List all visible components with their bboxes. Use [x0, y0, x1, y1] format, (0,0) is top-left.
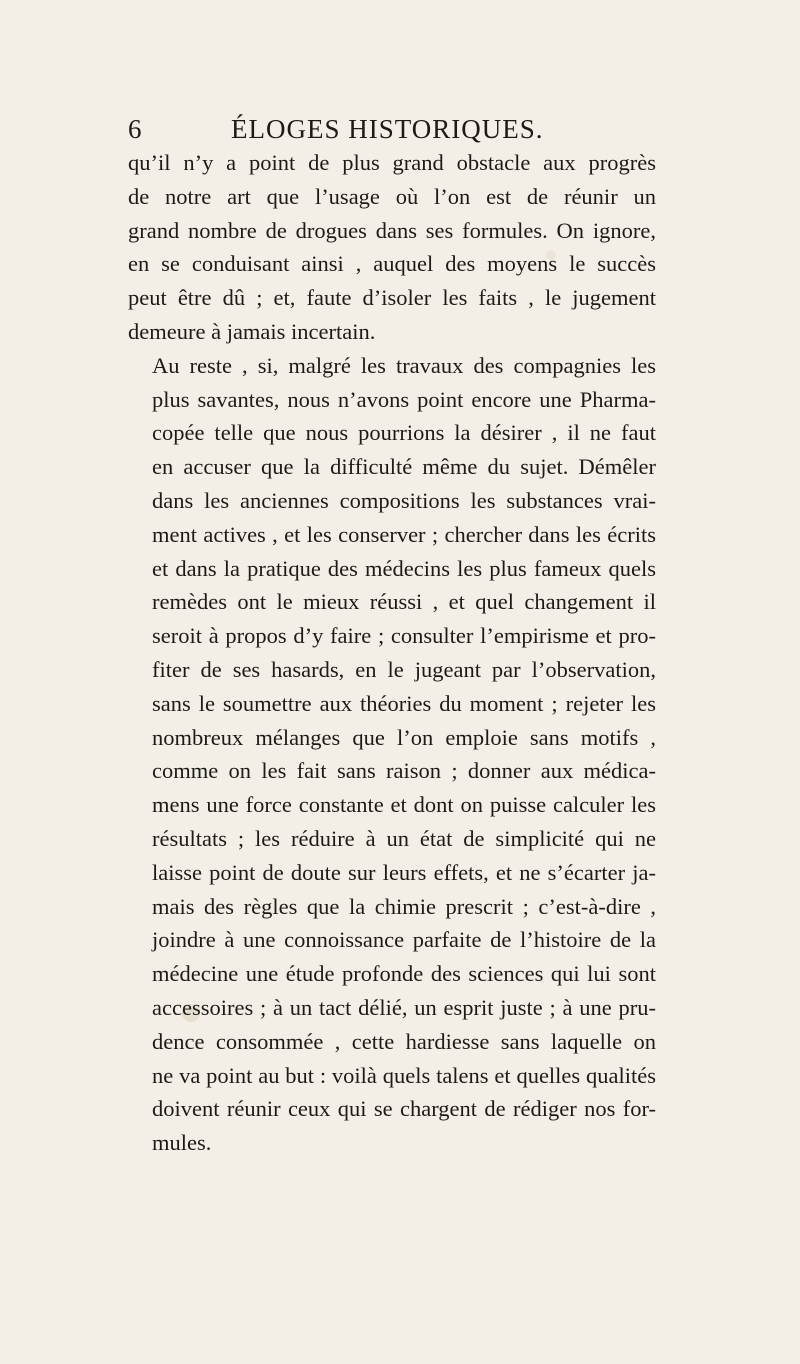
text-line: plus savantes, nous n’avons point encore une Pharma-: [152, 386, 656, 412]
text-line: mais des règles que la chimie prescrit ; c’est-à-dire ,: [152, 893, 656, 919]
text-line: nombreux mélanges que l’on emploie sans motifs ,: [152, 724, 656, 750]
text-line: qu’il n’y a point de plus grand obstacle aux progrès: [128, 150, 656, 175]
text-line: Au reste , si, malgré les travaux des compagnies les: [152, 352, 656, 378]
text-line: dence consommée , cette hardiesse sans laquelle on: [152, 1028, 656, 1054]
page-number: 6: [128, 114, 143, 144]
running-title: ÉLOGES HISTORIQUES.: [231, 114, 544, 144]
text-line: médecine une étude profonde des sciences qui lui sont: [152, 961, 656, 987]
text-line: sans le soumettre aux théories du moment ; rejeter les: [152, 690, 656, 716]
text-line: demeure à jamais incertain.: [128, 318, 376, 344]
text-line: copée telle que nous pourrions la désirer , il ne faut: [152, 420, 656, 446]
text-line: mens une force constante et dont on puisse calculer les: [152, 792, 656, 818]
text-line: laisse point de doute sur leurs effets, et ne s’écarter ja-: [152, 859, 656, 885]
text-line: et dans la pratique des médecins les plus fameux quels: [152, 555, 656, 581]
text-line: en se conduisant ainsi , auquel des moyens le succès: [128, 251, 656, 277]
text-block: [128, 112, 656, 1160]
text-line: dans les anciennes compositions les substances vrai-: [152, 487, 656, 513]
text-line: grand nombre de drogues dans ses formules. On ignore,: [128, 217, 656, 243]
text-line: fiter de ses hasards, en le jugeant par l’observation,: [152, 656, 656, 682]
text-line: seroit à propos d’y faire ; consulter l’empirisme et pro-: [152, 623, 656, 649]
text-line: ne va point au but : voilà quels talens et quelles qualités: [152, 1062, 656, 1088]
paragraph-1: [128, 146, 656, 349]
text-line: remèdes ont le mieux réussi , et quel changement il: [152, 589, 656, 615]
text-line: comme on les fait sans raison ; donner aux médica-: [152, 758, 656, 784]
page-header: [128, 112, 656, 146]
paragraph-2: [128, 349, 656, 1160]
text-line: ment actives , et les conserver ; chercher dans les écrits: [152, 521, 656, 547]
text-line: en accuser que la difficulté même du sujet. Démêler: [152, 454, 656, 480]
text-line: accessoires ; à un tact délié, un esprit juste ; à une pru-: [152, 994, 656, 1020]
text-line: de notre art que l’usage où l’on est de réunir un: [128, 183, 656, 209]
text-line: doivent réunir ceux qui se chargent de rédiger nos for-: [152, 1096, 656, 1122]
text-line: mules.: [152, 1130, 212, 1156]
text-line: résultats ; les réduire à un état de simplicité qui ne: [152, 825, 656, 851]
text-line: peut être dû ; et, faute d’isoler les faits , le jugement: [128, 285, 656, 311]
text-line: joindre à une connoissance parfaite de l’histoire de la: [152, 927, 656, 953]
